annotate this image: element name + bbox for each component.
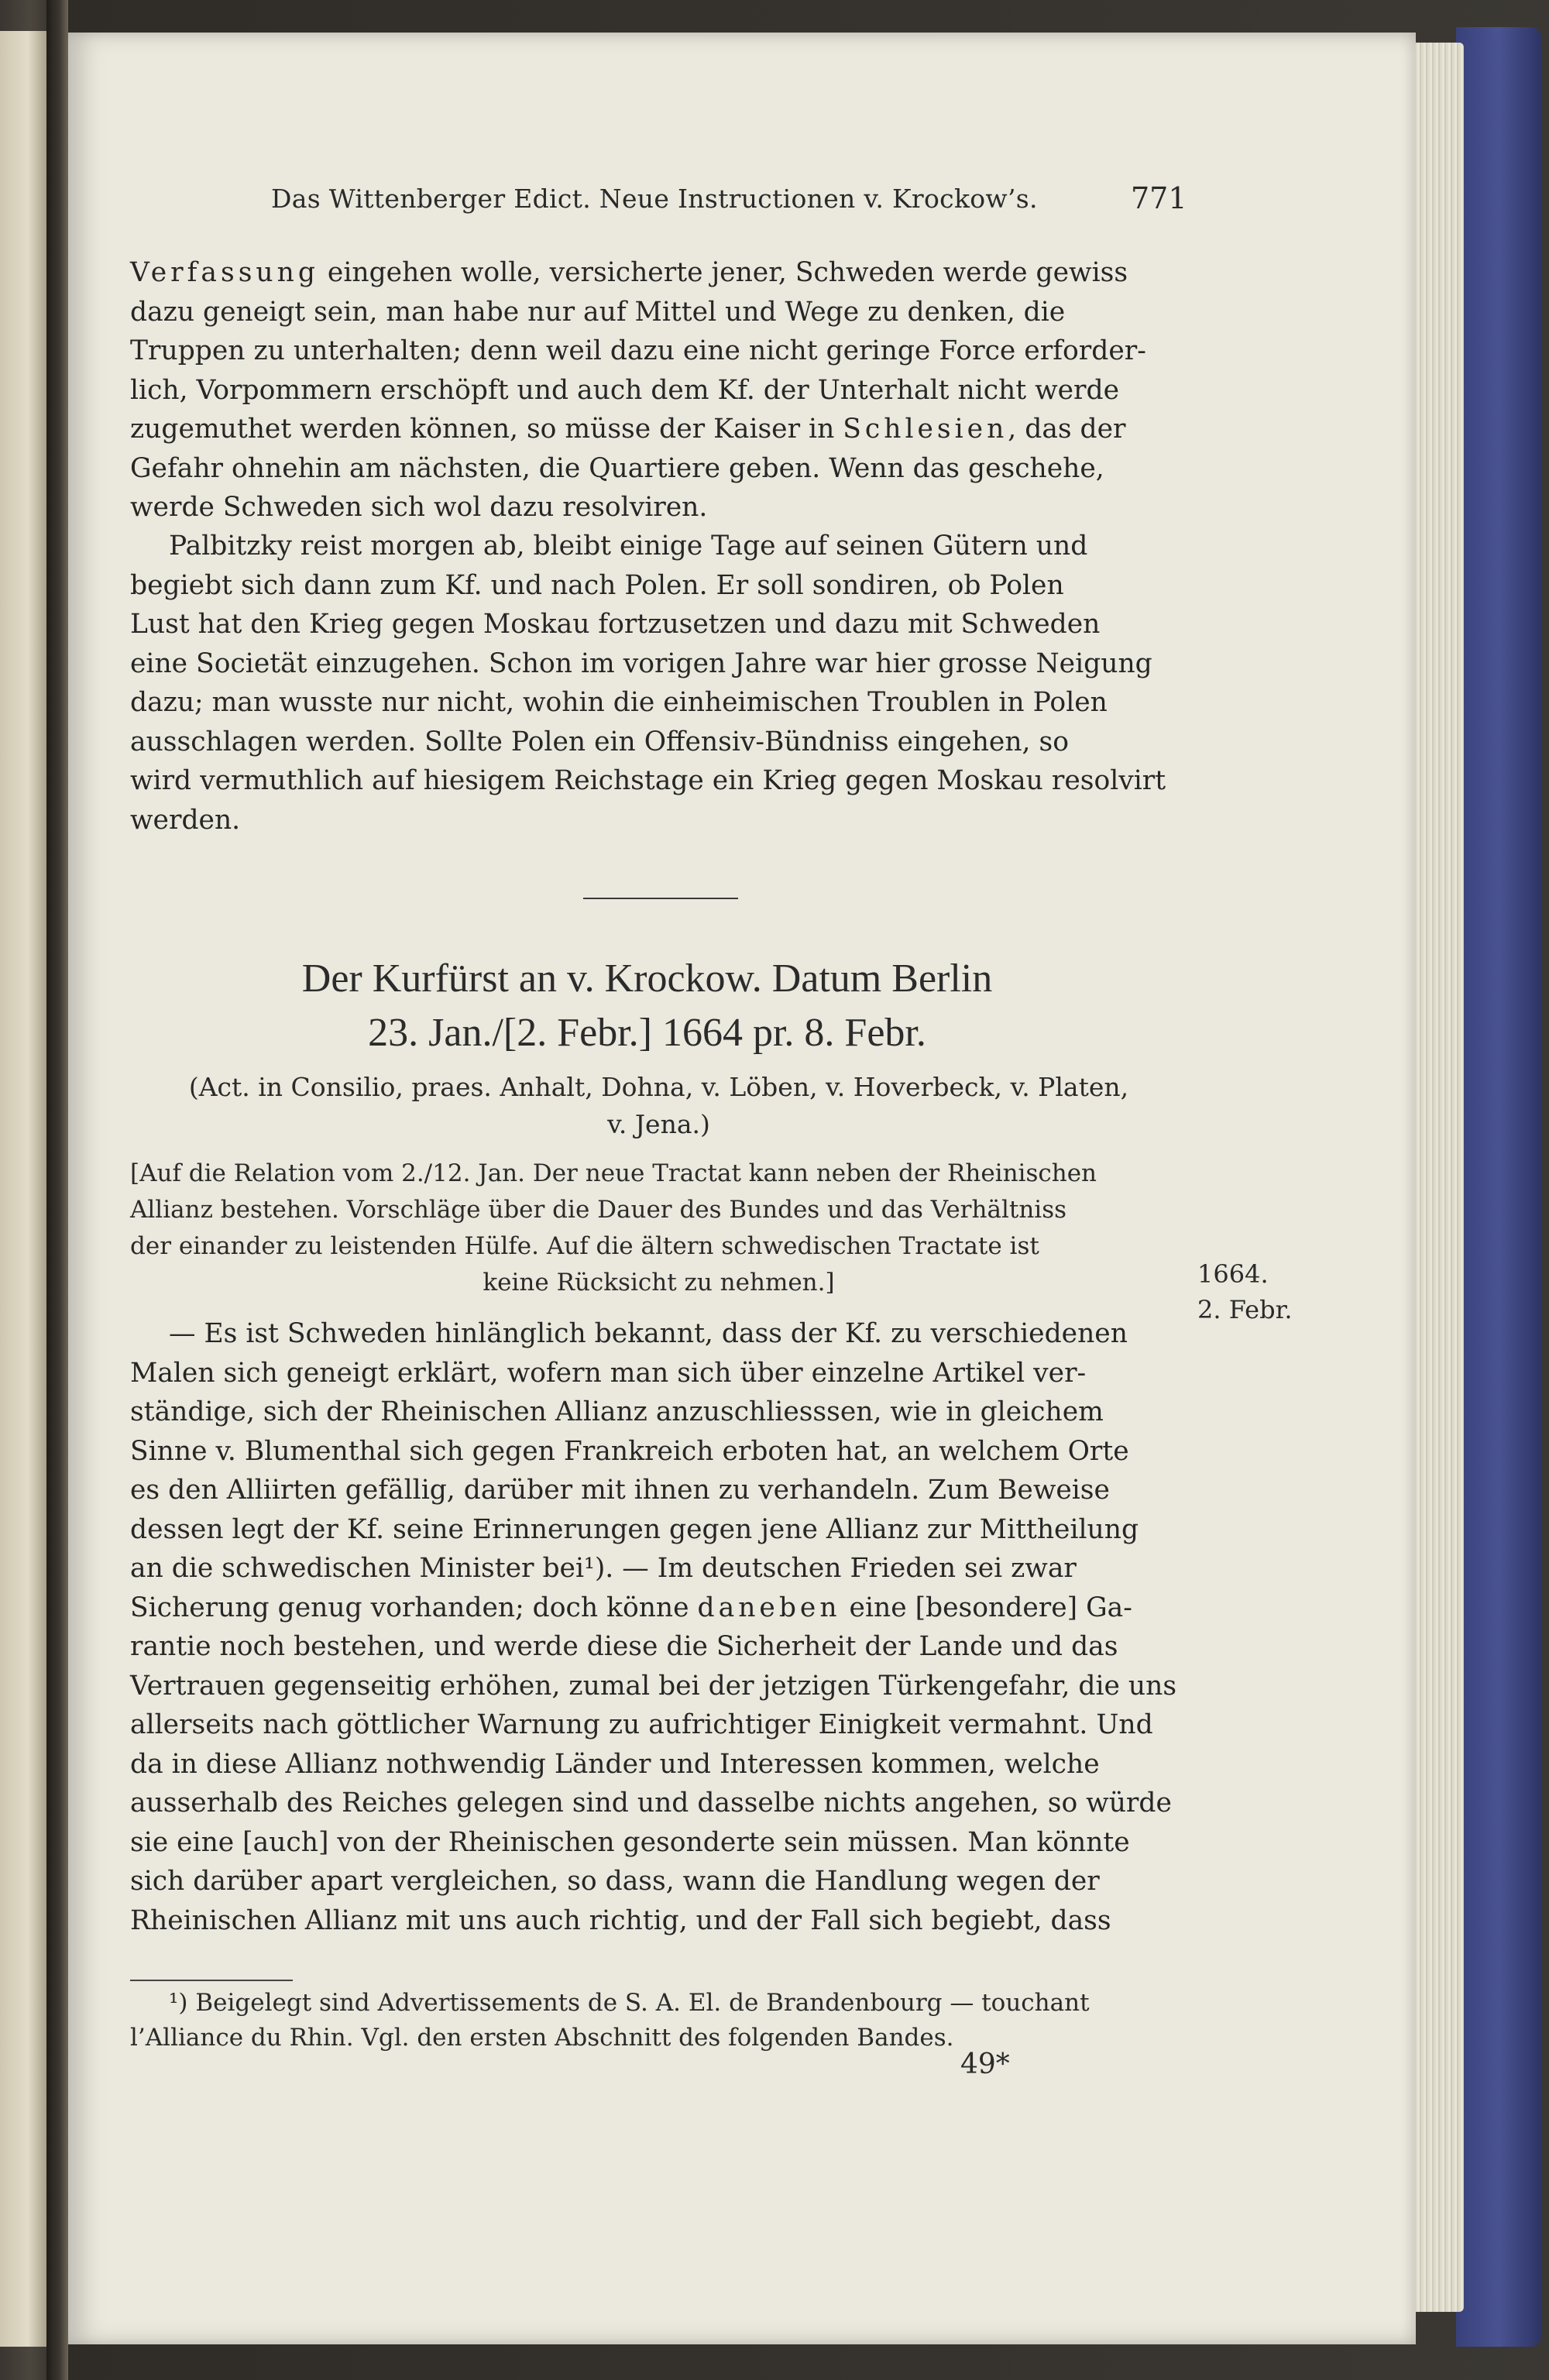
text-line: Verfassung eingehen wolle, versicherte jener, Schweden werde gewiss <box>130 257 1128 288</box>
footnote-line: l’Alliance du Rhin. Vgl. den ersten Abschnitt des folgenden Bandes. <box>130 2024 954 2052</box>
text-line: ständige, sich der Rheinischen Allianz anzuschliesssen, wie in gleichem <box>130 1396 1104 1427</box>
paragraph-schweden <box>130 1314 1187 1940</box>
text-line: dazu; man wusste nur nicht, wohin die einheimischen Troublen in Polen <box>130 687 1108 718</box>
running-head: Das Wittenberger Edict. Neue Instructionen v. Krockow’s. <box>271 184 1038 214</box>
footnote <box>130 1986 1187 2055</box>
text-line: Rheinischen Allianz mit uns auch richtig, und der Fall sich begiebt, dass <box>130 1904 1111 1936</box>
text-line: Malen sich geneigt erklärt, wofern man sich über einzelne Artikel ver- <box>130 1357 1087 1389</box>
footnote-rule <box>130 1980 293 1981</box>
left-page-edge <box>0 31 46 2347</box>
text-line: dazu geneigt sein, man habe nur auf Mittel und Wege zu denken, die <box>130 296 1066 328</box>
section-divider <box>583 898 738 899</box>
book-gutter <box>46 0 68 2380</box>
text-line: Sinne v. Blumenthal sich gegen Frankreich erboten hat, an welchem Orte <box>130 1435 1129 1467</box>
text-line: allerseits nach göttlicher Warnung zu aufrichtiger Einigkeit vermahnt. Und <box>130 1709 1153 1740</box>
section-heading-line1: Der Kurfürst an v. Krockow. Datum Berlin <box>301 956 993 1001</box>
text-line: werden. <box>130 804 241 836</box>
text-line: dessen legt der Kf. seine Erinnerungen gegen jene Allianz zur Mittheilung <box>130 1513 1139 1545</box>
text-line: ausserhalb des Reiches gelegen sind und dasselbe nichts angehen, so würde <box>130 1788 1172 1818</box>
marginal-date <box>1197 1256 1293 1327</box>
text-line: werde Schweden sich wol dazu resolviren. <box>130 492 708 523</box>
marginal-year: 1664. <box>1197 1259 1269 1289</box>
book-cover-edge <box>1456 27 1541 2347</box>
summary-bracket <box>130 1156 1187 1301</box>
text-line: rantie noch bestehen, und werde diese die Sicherheit der Lande und das <box>130 1631 1118 1662</box>
council-note-line2: v. Jena.) <box>607 1109 710 1139</box>
text-line: — Es ist Schweden hinlänglich bekannt, dass der Kf. zu verschiedenen <box>169 1318 1128 1349</box>
text-line: sie eine [auch] von der Rheinischen gesonderte sein müssen. Man könnte <box>130 1826 1130 1858</box>
text-line: an die schwedischen Minister bei¹). — Im deutschen Frieden sei zwar <box>130 1553 1077 1584</box>
page-number: 771 <box>1131 181 1187 215</box>
paragraph-palbitzky <box>130 527 1187 840</box>
text-line: es den Alliirten gefällig, darüber mit ihnen zu verhandeln. Zum Beweise <box>130 1475 1110 1506</box>
text-line: zugemuthet werden können, so müsse der Kaiser in Schlesien, das der <box>130 414 1126 445</box>
summary-line: der einander zu leistenden Hülfe. Auf die ältern schwedischen Tractate ist <box>130 1232 1039 1260</box>
text-line: Palbitzky reist morgen ab, bleibt einige Tage auf seinen Gütern und <box>169 531 1088 562</box>
summary-line: keine Rücksicht zu nehmen.] <box>483 1269 835 1296</box>
book-page <box>68 33 1416 2344</box>
paragraph-verfassung <box>130 253 1187 527</box>
marginal-day: 2. Febr. <box>1197 1295 1293 1324</box>
summary-line: [Auf die Relation vom 2./12. Jan. Der neue Tractat kann neben der Rheinischen <box>130 1159 1097 1187</box>
section-heading-line2: 23. Jan./[2. Febr.] 1664 pr. 8. Febr. <box>368 1011 926 1055</box>
text-line: lich, Vorpommern erschöpft und auch dem Kf. der Unterhalt nicht werde <box>130 374 1120 406</box>
footnote-line: ¹) Beigelegt sind Advertissements de S. A. El. de Brandenbourg — touchant <box>169 1989 1090 2017</box>
text-line: da in diese Allianz nothwendig Länder und Interessen kommen, welche <box>130 1748 1100 1780</box>
signature-mark: 49* <box>960 2049 1010 2080</box>
text-line: sich darüber apart vergleichen, so dass, wann die Handlung wegen der <box>130 1866 1100 1897</box>
text-line: Truppen zu unterhalten; denn weil dazu eine nicht geringe Force erforder- <box>130 335 1146 366</box>
text-line: Lust hat den Krieg gegen Moskau fortzusetzen und dazu mit Schweden <box>130 609 1101 640</box>
council-note-line1: (Act. in Consilio, praes. Anhalt, Dohna, v. Löben, v. Hoverbeck, v. Platen, <box>188 1072 1129 1102</box>
text-line: wird vermuthlich auf hiesigem Reichstage ein Krieg gegen Moskau resolvirt <box>130 765 1166 796</box>
text-line: Sicherung genug vorhanden; doch könne daneben eine [besondere] Ga- <box>130 1592 1132 1623</box>
text-line: Vertrauen gegenseitig erhöhen, zumal bei der jetzigen Türkengefahr, die uns <box>130 1670 1177 1702</box>
text-line: ausschlagen werden. Sollte Polen ein Offensiv-Bündniss eingehen, so <box>130 726 1069 757</box>
summary-line: Allianz bestehen. Vorschläge über die Dauer des Bundes und das Verhältniss <box>130 1196 1067 1224</box>
text-line: Gefahr ohnehin am nächsten, die Quartiere geben. Wenn das geschehe, <box>130 452 1104 484</box>
text-line: eine Societät einzugehen. Schon im vorigen Jahre war hier grosse Neigung <box>130 647 1152 679</box>
text-line: begiebt sich dann zum Kf. und nach Polen. Er soll sondiren, ob Polen <box>130 569 1064 601</box>
